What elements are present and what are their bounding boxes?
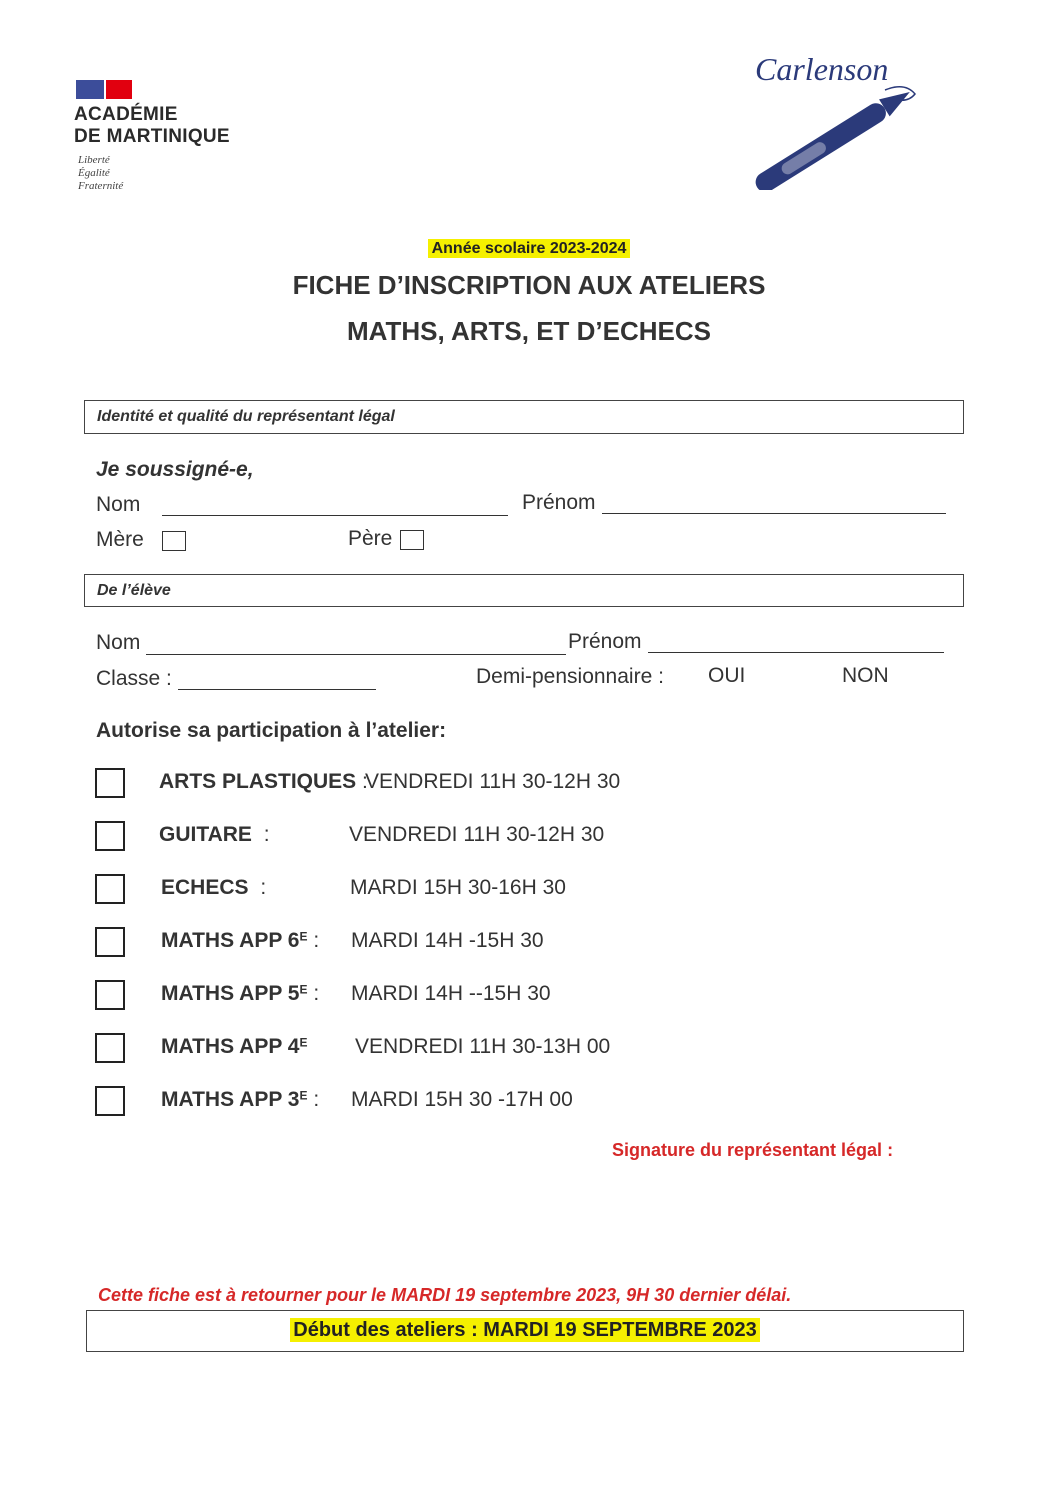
workshop-checkbox[interactable] xyxy=(95,927,125,957)
workshop-sup: E xyxy=(299,1088,308,1103)
workshop-row-guitare xyxy=(95,821,995,857)
start-date-box xyxy=(86,1310,964,1352)
workshop-name: MATHS APP 4 xyxy=(161,1035,300,1058)
motto-liberte: Liberté xyxy=(78,154,110,166)
republic-flag-logo xyxy=(76,80,132,99)
guardian-section-header xyxy=(84,400,964,434)
mere-label: Mère xyxy=(96,528,144,551)
workshop-time: VENDREDI 11H 30-12H 30 xyxy=(365,770,621,793)
workshop-time: MARDI 14H -15H 30 xyxy=(351,929,544,952)
workshop-time: MARDI 15H 30-16H 30 xyxy=(350,876,566,899)
workshop-sep: : xyxy=(356,770,368,793)
student-prenom-field[interactable] xyxy=(648,652,944,653)
workshop-sep: : xyxy=(307,929,320,952)
authorization-text: Autorise sa participation à l’atelier: xyxy=(96,719,447,742)
pere-label: Père xyxy=(348,527,393,550)
student-nom-label: Nom xyxy=(96,631,141,654)
workshop-row-maths-5e xyxy=(95,980,995,1016)
workshop-row-maths-6e xyxy=(95,927,995,963)
guardian-nom-label: Nom xyxy=(96,493,141,516)
motto-egalite: Égalité xyxy=(78,167,110,179)
guardian-prenom-field[interactable] xyxy=(602,513,946,514)
workshop-time: MARDI 15H 30 -17H 00 xyxy=(351,1088,573,1111)
workshop-name: ECHECS xyxy=(161,876,249,899)
student-section-heading: De l’élève xyxy=(97,582,171,599)
workshop-checkbox[interactable] xyxy=(95,874,125,904)
student-section-header xyxy=(84,574,964,607)
motto-fraternite: Fraternité xyxy=(78,180,124,192)
guardian-prenom-label: Prénom xyxy=(522,491,596,514)
signature-area[interactable] xyxy=(612,1170,952,1260)
workshop-sep: : xyxy=(257,823,270,846)
signature-label: Signature du représentant légal : xyxy=(612,1140,894,1160)
workshop-row-maths-4e xyxy=(95,1033,995,1069)
workshop-name: GUITARE xyxy=(159,823,252,846)
workshop-checkbox[interactable] xyxy=(95,1086,125,1116)
workshop-checkbox[interactable] xyxy=(95,821,125,851)
form-title-line1: FICHE D’INSCRIPTION AUX ATELIERS xyxy=(292,270,766,300)
pere-checkbox[interactable] xyxy=(400,530,424,550)
workshop-row-echecs xyxy=(95,874,995,910)
guardian-nom-field[interactable] xyxy=(162,515,508,516)
student-nom-field[interactable] xyxy=(146,654,566,655)
workshop-checkbox[interactable] xyxy=(95,768,125,798)
start-date-text: Début des ateliers : MARDI 19 SEPTEMBRE 2023 xyxy=(290,1318,759,1342)
workshop-row-arts xyxy=(95,768,995,804)
school-year: Année scolaire 2023-2024 xyxy=(0,240,1058,258)
workshop-name: MATHS APP 5 xyxy=(161,982,300,1005)
classe-field[interactable] xyxy=(178,689,376,690)
school-logo-text: Carlenson xyxy=(755,51,889,87)
student-prenom-label: Prénom xyxy=(568,630,642,653)
institution-line2: DE MARTINIQUE xyxy=(74,126,230,147)
classe-label: Classe : xyxy=(96,667,172,690)
workshop-name: MATHS APP 6 xyxy=(161,929,300,952)
workshop-name: MATHS APP 3 xyxy=(161,1088,300,1111)
workshop-row-maths-3e xyxy=(95,1086,995,1122)
workshop-checkbox[interactable] xyxy=(95,980,125,1010)
institution-line1: ACADÉMIE xyxy=(74,104,178,125)
form-title-line2: MATHS, ARTS, ET D’ECHECS xyxy=(346,316,711,346)
workshop-sep: : xyxy=(307,982,320,1005)
deadline-notice: Cette fiche est à retourner pour le MARDI 19 septembre 2023, 9H 30 dernier délai. xyxy=(98,1285,792,1305)
demi-pension-label: Demi-pensionnaire : xyxy=(476,665,664,688)
workshop-time: VENDREDI 11H 30-13H 00 xyxy=(355,1035,611,1058)
workshop-sup: E xyxy=(299,1035,308,1050)
workshop-time: MARDI 14H --15H 30 xyxy=(351,982,551,1005)
workshop-sup: E xyxy=(299,982,308,997)
demi-pension-oui[interactable]: OUI xyxy=(708,664,746,687)
workshop-checkbox[interactable] xyxy=(95,1033,125,1063)
school-pen-logo xyxy=(735,40,935,190)
workshop-time: VENDREDI 11H 30-12H 30 xyxy=(349,823,605,846)
motto xyxy=(78,154,123,193)
mere-checkbox[interactable] xyxy=(162,531,186,551)
institution-name xyxy=(74,104,230,148)
workshop-sep: : xyxy=(254,876,267,899)
guardian-section-heading: Identité et qualité du représentant légal xyxy=(97,408,395,425)
demi-pension-non[interactable]: NON xyxy=(842,664,889,687)
workshop-sup: E xyxy=(299,929,308,944)
workshop-sep: : xyxy=(307,1088,320,1111)
workshop-name: ARTS PLASTIQUES xyxy=(159,770,357,793)
guardian-intro: Je soussigné-e, xyxy=(96,458,254,481)
